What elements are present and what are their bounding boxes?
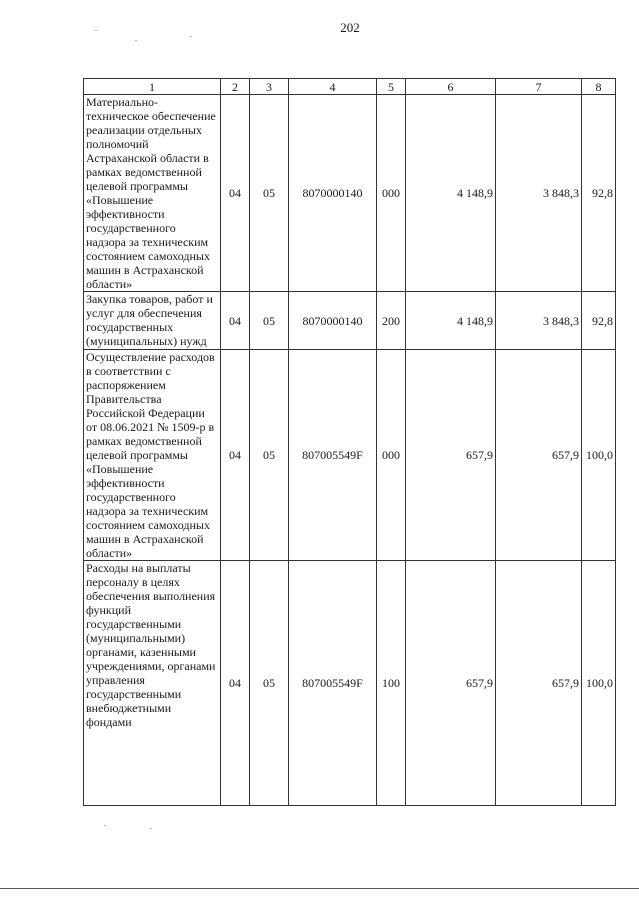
row-percent: 100,0 bbox=[582, 561, 616, 806]
column-header-3: 3 bbox=[250, 79, 289, 95]
row-description: Закупка товаров, работ и услуг для обеспечения государственных (муниципальных) нужд bbox=[84, 292, 221, 350]
row-section: 04 bbox=[221, 561, 250, 806]
row-description: Осуществление расходов в соответствии с распоряжением Правительства Российской Федерации от 08.06.2021 № 1509-р в рамках ведомственной целевой программы «Повышение эффективности государственного надзора за техническим состоянием самоходных машин в Астраханской области» bbox=[84, 350, 221, 561]
column-header-6: 6 bbox=[406, 79, 496, 95]
row-description: Расходы на выплаты персоналу в целях обеспечения выполнения функций государственными (муниципальными) органами, казенными учреждениями, органами управления государственными внебюджетными фондами bbox=[84, 561, 221, 806]
row-expense-type: 000 bbox=[377, 95, 406, 292]
row-actual: 657,9 bbox=[496, 350, 582, 561]
row-subsection: 05 bbox=[250, 561, 289, 806]
table-row bbox=[84, 350, 616, 561]
row-actual: 657,9 bbox=[496, 561, 582, 806]
column-header-8: 8 bbox=[582, 79, 616, 95]
column-header-2: 2 bbox=[221, 79, 250, 95]
column-header-5: 5 bbox=[377, 79, 406, 95]
table-row bbox=[84, 95, 616, 292]
scan-speck bbox=[104, 825, 106, 826]
row-target-code: 807005549F bbox=[289, 561, 377, 806]
row-planned: 657,9 bbox=[406, 350, 496, 561]
row-percent: 92,8 bbox=[582, 95, 616, 292]
row-planned: 4 148,9 bbox=[406, 95, 496, 292]
row-planned: 657,9 bbox=[406, 561, 496, 806]
row-target-code: 807005549F bbox=[289, 350, 377, 561]
row-expense-type: 100 bbox=[377, 561, 406, 806]
row-subsection: 05 bbox=[250, 350, 289, 561]
row-subsection: 05 bbox=[250, 292, 289, 350]
row-expense-type: 200 bbox=[377, 292, 406, 350]
page-number: 202 bbox=[340, 20, 360, 35]
row-description: Материально-техническое обеспечение реализации отдельных полномочий Астраханской области в рамках ведомственной целевой программы «Повышение эффективности государственного надзора за техническим состоянием самоходных машин в Астраханской области» bbox=[84, 95, 221, 292]
row-subsection: 05 bbox=[250, 95, 289, 292]
table-header-row bbox=[84, 79, 616, 95]
row-target-code: 8070000140 bbox=[289, 292, 377, 350]
row-section: 04 bbox=[221, 95, 250, 292]
row-percent: 100,0 bbox=[582, 350, 616, 561]
row-section: 04 bbox=[221, 292, 250, 350]
scan-speck bbox=[150, 828, 152, 829]
scan-speck bbox=[95, 30, 97, 31]
column-header-1: 1 bbox=[84, 79, 221, 95]
row-section: 04 bbox=[221, 350, 250, 561]
budget-table bbox=[83, 78, 616, 806]
page-bottom-rule bbox=[0, 888, 639, 889]
column-header-4: 4 bbox=[289, 79, 377, 95]
row-target-code: 8070000140 bbox=[289, 95, 377, 292]
row-expense-type: 000 bbox=[377, 350, 406, 561]
scan-speck bbox=[135, 40, 137, 41]
row-percent: 92,8 bbox=[582, 292, 616, 350]
table-row bbox=[84, 292, 616, 350]
scan-speck bbox=[190, 36, 192, 37]
table-row bbox=[84, 561, 616, 806]
column-header-7: 7 bbox=[496, 79, 582, 95]
row-planned: 4 148,9 bbox=[406, 292, 496, 350]
row-actual: 3 848,3 bbox=[496, 292, 582, 350]
row-actual: 3 848,3 bbox=[496, 95, 582, 292]
